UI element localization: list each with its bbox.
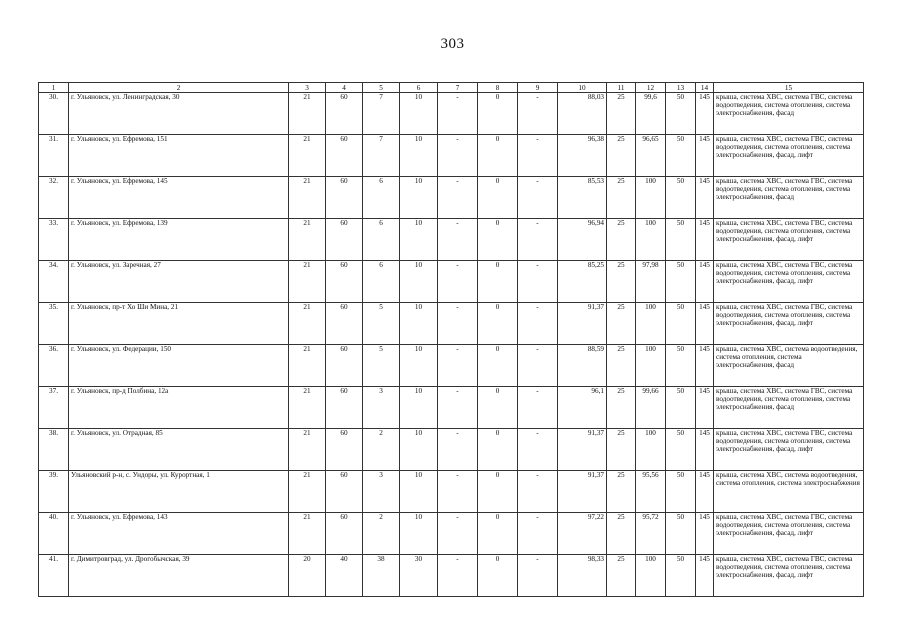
col13-cell: 50 bbox=[666, 387, 696, 429]
col11-cell: 25 bbox=[607, 261, 636, 303]
col6-cell: 30 bbox=[400, 555, 438, 597]
col12-cell: 97,98 bbox=[636, 261, 666, 303]
col-header-10: 10 bbox=[558, 83, 607, 93]
col10-cell: 88,59 bbox=[558, 345, 607, 387]
col10-cell: 98,33 bbox=[558, 555, 607, 597]
table-row bbox=[39, 471, 864, 513]
row-number: 31. bbox=[39, 135, 69, 177]
col14-cell: 145 bbox=[696, 387, 714, 429]
col9-cell: - bbox=[518, 555, 558, 597]
col9-cell: - bbox=[518, 219, 558, 261]
col10-cell: 85,53 bbox=[558, 177, 607, 219]
col8-cell: 0 bbox=[478, 429, 518, 471]
col8-cell: 0 bbox=[478, 555, 518, 597]
col5-cell: 2 bbox=[363, 429, 400, 471]
col11-cell: 25 bbox=[607, 429, 636, 471]
col4-cell: 60 bbox=[326, 471, 363, 513]
table-row bbox=[39, 429, 864, 471]
col7-cell: - bbox=[438, 177, 478, 219]
col6-cell: 10 bbox=[400, 429, 438, 471]
column-number-row bbox=[39, 83, 864, 93]
col5-cell: 6 bbox=[363, 177, 400, 219]
col7-cell: - bbox=[438, 429, 478, 471]
col12-cell: 100 bbox=[636, 177, 666, 219]
col3-cell: 21 bbox=[289, 261, 326, 303]
table-row bbox=[39, 513, 864, 555]
row-number: 33. bbox=[39, 219, 69, 261]
col14-cell: 145 bbox=[696, 471, 714, 513]
col3-cell: 21 bbox=[289, 93, 326, 135]
col-header-8: 8 bbox=[478, 83, 518, 93]
col7-cell: - bbox=[438, 555, 478, 597]
col4-cell: 60 bbox=[326, 387, 363, 429]
col11-cell: 25 bbox=[607, 345, 636, 387]
col13-cell: 50 bbox=[666, 93, 696, 135]
col3-cell: 21 bbox=[289, 135, 326, 177]
col13-cell: 50 bbox=[666, 219, 696, 261]
col10-cell: 96,38 bbox=[558, 135, 607, 177]
col10-cell: 96,1 bbox=[558, 387, 607, 429]
col5-cell: 3 bbox=[363, 471, 400, 513]
col11-cell: 25 bbox=[607, 303, 636, 345]
col9-cell: - bbox=[518, 345, 558, 387]
col9-cell: - bbox=[518, 387, 558, 429]
row-number: 34. bbox=[39, 261, 69, 303]
col14-cell: 145 bbox=[696, 135, 714, 177]
col7-cell: - bbox=[438, 303, 478, 345]
col-header-1: 1 bbox=[39, 83, 69, 93]
col4-cell: 40 bbox=[326, 555, 363, 597]
table-row bbox=[39, 177, 864, 219]
col7-cell: - bbox=[438, 93, 478, 135]
col14-cell: 145 bbox=[696, 429, 714, 471]
col11-cell: 25 bbox=[607, 513, 636, 555]
address-cell: г. Ульяновск, ул. Отрадная, 85 bbox=[69, 429, 289, 471]
col8-cell: 0 bbox=[478, 513, 518, 555]
col-header-3: 3 bbox=[289, 83, 326, 93]
work-types-cell: крыша, система ХВС, система ГВС, система водоотведения, система отопления, система электроснабжения, фасад bbox=[714, 387, 864, 429]
col3-cell: 21 bbox=[289, 387, 326, 429]
col12-cell: 100 bbox=[636, 429, 666, 471]
col14-cell: 145 bbox=[696, 555, 714, 597]
col13-cell: 50 bbox=[666, 261, 696, 303]
col13-cell: 50 bbox=[666, 513, 696, 555]
row-number: 40. bbox=[39, 513, 69, 555]
col14-cell: 145 bbox=[696, 261, 714, 303]
col7-cell: - bbox=[438, 219, 478, 261]
col11-cell: 25 bbox=[607, 135, 636, 177]
col3-cell: 21 bbox=[289, 429, 326, 471]
work-types-cell: крыша, система ХВС, система ГВС, система водоотведения, система отопления, система электроснабжения, фасад, лифт bbox=[714, 261, 864, 303]
row-number: 32. bbox=[39, 177, 69, 219]
col6-cell: 10 bbox=[400, 345, 438, 387]
col6-cell: 10 bbox=[400, 513, 438, 555]
row-number: 38. bbox=[39, 429, 69, 471]
col-header-11: 11 bbox=[607, 83, 636, 93]
table-body bbox=[39, 83, 864, 597]
col13-cell: 50 bbox=[666, 345, 696, 387]
table-row bbox=[39, 135, 864, 177]
address-cell: г. Ульяновск, пр-т Хо Ши Мина, 21 bbox=[69, 303, 289, 345]
col8-cell: 0 bbox=[478, 93, 518, 135]
col-header-5: 5 bbox=[363, 83, 400, 93]
table-row bbox=[39, 387, 864, 429]
col10-cell: 91,37 bbox=[558, 429, 607, 471]
table-row bbox=[39, 303, 864, 345]
col12-cell: 99,66 bbox=[636, 387, 666, 429]
col8-cell: 0 bbox=[478, 177, 518, 219]
table-row bbox=[39, 345, 864, 387]
col13-cell: 50 bbox=[666, 135, 696, 177]
col12-cell: 100 bbox=[636, 219, 666, 261]
col8-cell: 0 bbox=[478, 303, 518, 345]
col8-cell: 0 bbox=[478, 387, 518, 429]
col11-cell: 25 bbox=[607, 387, 636, 429]
col4-cell: 60 bbox=[326, 219, 363, 261]
work-types-cell: крыша, система ХВС, система ГВС, система водоотведения, система отопления, система электроснабжения, фасад, лифт bbox=[714, 429, 864, 471]
address-cell: г. Ульяновск, ул. Ефремова, 151 bbox=[69, 135, 289, 177]
col13-cell: 50 bbox=[666, 177, 696, 219]
work-types-cell: крыша, система ХВС, система ГВС, система водоотведения, система отопления, система электроснабжения, фасад, лифт bbox=[714, 513, 864, 555]
col10-cell: 85,25 bbox=[558, 261, 607, 303]
address-cell: г. Ульяновск, ул. Ефремова, 139 bbox=[69, 219, 289, 261]
col10-cell: 97,22 bbox=[558, 513, 607, 555]
col12-cell: 100 bbox=[636, 345, 666, 387]
table-row bbox=[39, 555, 864, 597]
col11-cell: 25 bbox=[607, 471, 636, 513]
col9-cell: - bbox=[518, 471, 558, 513]
col-header-13: 13 bbox=[666, 83, 696, 93]
col11-cell: 25 bbox=[607, 555, 636, 597]
col4-cell: 60 bbox=[326, 513, 363, 555]
row-number: 36. bbox=[39, 345, 69, 387]
work-types-cell: крыша, система ХВС, система водоотведения, система отопления, система электроснабжения bbox=[714, 471, 864, 513]
col5-cell: 2 bbox=[363, 513, 400, 555]
table-row bbox=[39, 93, 864, 135]
col3-cell: 20 bbox=[289, 555, 326, 597]
col6-cell: 10 bbox=[400, 261, 438, 303]
col4-cell: 60 bbox=[326, 177, 363, 219]
col12-cell: 95,72 bbox=[636, 513, 666, 555]
col3-cell: 21 bbox=[289, 345, 326, 387]
col14-cell: 145 bbox=[696, 345, 714, 387]
col3-cell: 21 bbox=[289, 513, 326, 555]
col6-cell: 10 bbox=[400, 387, 438, 429]
row-number: 39. bbox=[39, 471, 69, 513]
address-cell: г. Ульяновск, ул. Заречная, 27 bbox=[69, 261, 289, 303]
col4-cell: 60 bbox=[326, 135, 363, 177]
work-types-cell: крыша, система ХВС, система ГВС, система водоотведения, система отопления, система электроснабжения, фасад bbox=[714, 177, 864, 219]
col7-cell: - bbox=[438, 261, 478, 303]
work-types-cell: крыша, система ХВС, система ГВС, система водоотведения, система отопления, система электроснабжения, фасад bbox=[714, 93, 864, 135]
col8-cell: 0 bbox=[478, 135, 518, 177]
address-cell: г. Димитровград, ул. Дрогобычская, 39 bbox=[69, 555, 289, 597]
col-header-6: 6 bbox=[400, 83, 438, 93]
col6-cell: 10 bbox=[400, 177, 438, 219]
work-types-cell: крыша, система ХВС, система ГВС, система водоотведения, система отопления, система электроснабжения, фасад, лифт bbox=[714, 555, 864, 597]
col10-cell: 91,37 bbox=[558, 303, 607, 345]
col9-cell: - bbox=[518, 261, 558, 303]
col11-cell: 25 bbox=[607, 177, 636, 219]
col-header-4: 4 bbox=[326, 83, 363, 93]
col7-cell: - bbox=[438, 513, 478, 555]
col14-cell: 145 bbox=[696, 219, 714, 261]
work-types-cell: крыша, система ХВС, система водоотведения, система отопления, система электроснабжения, фасад bbox=[714, 345, 864, 387]
address-cell: г. Ульяновск, ул. Ефремова, 145 bbox=[69, 177, 289, 219]
col13-cell: 50 bbox=[666, 471, 696, 513]
col-header-12: 12 bbox=[636, 83, 666, 93]
col4-cell: 60 bbox=[326, 261, 363, 303]
col12-cell: 99,6 bbox=[636, 93, 666, 135]
row-number: 30. bbox=[39, 93, 69, 135]
work-types-cell: крыша, система ХВС, система ГВС, система водоотведения, система отопления, система электроснабжения, фасад, лифт bbox=[714, 219, 864, 261]
col-header-15: 15 bbox=[714, 83, 864, 93]
col13-cell: 50 bbox=[666, 555, 696, 597]
col9-cell: - bbox=[518, 513, 558, 555]
col11-cell: 25 bbox=[607, 93, 636, 135]
col6-cell: 10 bbox=[400, 135, 438, 177]
col4-cell: 60 bbox=[326, 429, 363, 471]
col9-cell: - bbox=[518, 429, 558, 471]
col5-cell: 5 bbox=[363, 345, 400, 387]
col7-cell: - bbox=[438, 345, 478, 387]
col7-cell: - bbox=[438, 471, 478, 513]
col14-cell: 145 bbox=[696, 513, 714, 555]
col8-cell: 0 bbox=[478, 261, 518, 303]
table-row bbox=[39, 261, 864, 303]
register-table bbox=[38, 82, 864, 597]
col5-cell: 7 bbox=[363, 93, 400, 135]
col10-cell: 88,03 bbox=[558, 93, 607, 135]
address-cell: г. Ульяновск, пр-д Полбина, 12а bbox=[69, 387, 289, 429]
col-header-7: 7 bbox=[438, 83, 478, 93]
col3-cell: 21 bbox=[289, 471, 326, 513]
col4-cell: 60 bbox=[326, 93, 363, 135]
col6-cell: 10 bbox=[400, 303, 438, 345]
col5-cell: 6 bbox=[363, 219, 400, 261]
col12-cell: 95,56 bbox=[636, 471, 666, 513]
address-cell: г. Ульяновск, ул. Федерации, 150 bbox=[69, 345, 289, 387]
col14-cell: 145 bbox=[696, 303, 714, 345]
col10-cell: 96,94 bbox=[558, 219, 607, 261]
work-types-cell: крыша, система ХВС, система ГВС, система водоотведения, система отопления, система электроснабжения, фасад, лифт bbox=[714, 303, 864, 345]
col12-cell: 96,65 bbox=[636, 135, 666, 177]
col3-cell: 21 bbox=[289, 177, 326, 219]
col6-cell: 10 bbox=[400, 471, 438, 513]
col8-cell: 0 bbox=[478, 471, 518, 513]
row-number: 37. bbox=[39, 387, 69, 429]
col-header-14: 14 bbox=[696, 83, 714, 93]
table-row bbox=[39, 219, 864, 261]
col9-cell: - bbox=[518, 135, 558, 177]
col9-cell: - bbox=[518, 177, 558, 219]
col5-cell: 38 bbox=[363, 555, 400, 597]
col10-cell: 91,37 bbox=[558, 471, 607, 513]
col3-cell: 21 bbox=[289, 303, 326, 345]
col4-cell: 60 bbox=[326, 345, 363, 387]
col13-cell: 50 bbox=[666, 429, 696, 471]
col5-cell: 3 bbox=[363, 387, 400, 429]
work-types-cell: крыша, система ХВС, система ГВС, система водоотведения, система отопления, система электроснабжения, фасад, лифт bbox=[714, 135, 864, 177]
col5-cell: 5 bbox=[363, 303, 400, 345]
col8-cell: 0 bbox=[478, 219, 518, 261]
page-number: 303 bbox=[440, 36, 465, 52]
col5-cell: 6 bbox=[363, 261, 400, 303]
address-cell: Ульяновский р-н, с. Ундоры, ул. Курортная, 1 bbox=[69, 471, 289, 513]
col-header-2: 2 bbox=[69, 83, 289, 93]
col-header-9: 9 bbox=[518, 83, 558, 93]
address-cell: г. Ульяновск, ул. Ефремова, 143 bbox=[69, 513, 289, 555]
col12-cell: 100 bbox=[636, 303, 666, 345]
col14-cell: 145 bbox=[696, 93, 714, 135]
col4-cell: 60 bbox=[326, 303, 363, 345]
col13-cell: 50 bbox=[666, 303, 696, 345]
col9-cell: - bbox=[518, 303, 558, 345]
col11-cell: 25 bbox=[607, 219, 636, 261]
col6-cell: 10 bbox=[400, 93, 438, 135]
row-number: 35. bbox=[39, 303, 69, 345]
col14-cell: 145 bbox=[696, 177, 714, 219]
col7-cell: - bbox=[438, 387, 478, 429]
col5-cell: 7 bbox=[363, 135, 400, 177]
col6-cell: 10 bbox=[400, 219, 438, 261]
address-cell: г. Ульяновск, ул. Ленинградская, 30 bbox=[69, 93, 289, 135]
col9-cell: - bbox=[518, 93, 558, 135]
col8-cell: 0 bbox=[478, 345, 518, 387]
col3-cell: 21 bbox=[289, 219, 326, 261]
row-number: 41. bbox=[39, 555, 69, 597]
col7-cell: - bbox=[438, 135, 478, 177]
col12-cell: 100 bbox=[636, 555, 666, 597]
